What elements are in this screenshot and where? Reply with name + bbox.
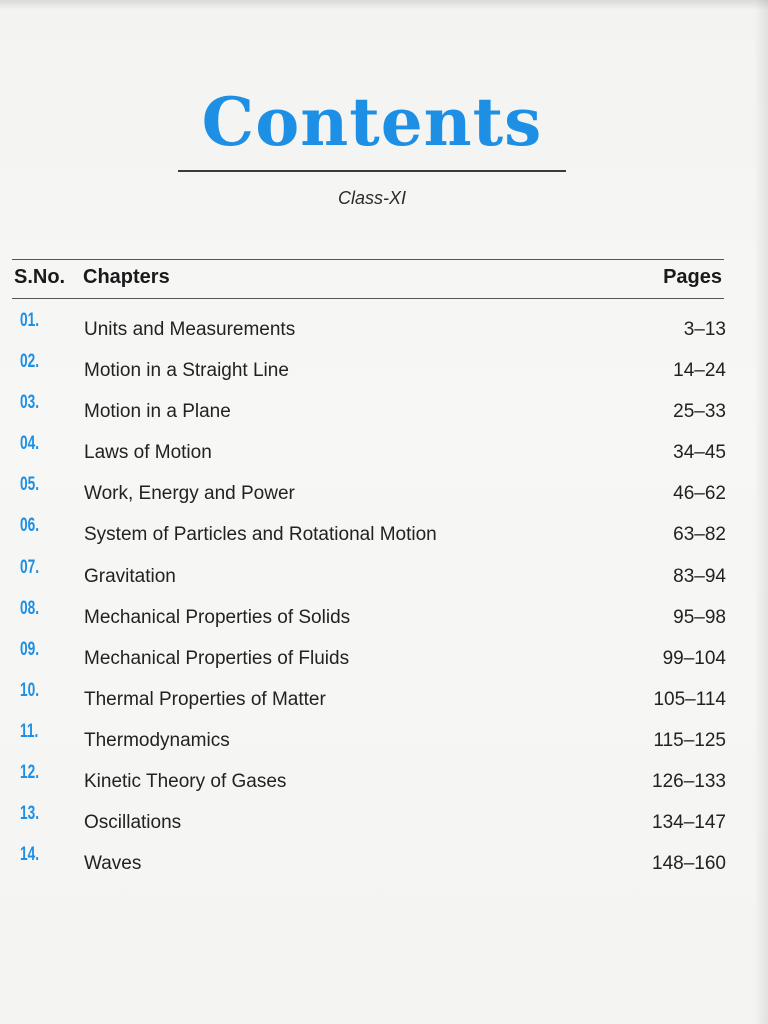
chapter-pages: 83–94 — [673, 565, 726, 587]
chapter-number: 05. — [20, 474, 40, 496]
chapter-pages: 148–160 — [652, 853, 726, 875]
chapter-number: 04. — [20, 433, 40, 455]
page-title: Contents — [201, 83, 543, 161]
chapter-number: 03. — [20, 392, 40, 414]
chapter-pages: 34–45 — [673, 442, 726, 464]
chapter-number: 09. — [20, 638, 40, 660]
chapter-number: 01. — [20, 310, 40, 331]
page-subtitle: Class-XI — [337, 188, 406, 208]
chapter-number: 11. — [20, 720, 39, 742]
toc-row — [0, 843, 768, 884]
chapter-pages: 105–114 — [653, 688, 726, 710]
toc-row — [0, 720, 768, 761]
toc-row — [0, 761, 768, 802]
chapter-number: 14. — [20, 844, 40, 866]
chapter-title: Gravitation — [84, 565, 176, 587]
toc-row — [0, 597, 768, 638]
chapter-title: Kinetic Theory of Gases — [84, 771, 287, 793]
table-of-contents — [0, 309, 768, 884]
toc-row — [0, 473, 768, 514]
chapter-pages: 63–82 — [673, 524, 726, 546]
chapter-title: Mechanical Properties of Solids — [84, 606, 351, 628]
chapter-number: 13. — [20, 803, 40, 825]
chapter-title: Laws of Motion — [84, 442, 212, 464]
title-underline — [178, 170, 566, 172]
chapter-number: 12. — [20, 762, 40, 784]
chapter-pages: 3–13 — [683, 319, 726, 340]
chapter-title: Work, Energy and Power — [84, 483, 295, 505]
chapter-title: Waves — [84, 853, 142, 875]
chapter-title: Units and Measurements — [84, 319, 296, 340]
chapter-pages: 99–104 — [662, 647, 726, 669]
chapter-pages: 46–62 — [673, 483, 726, 505]
toc-row — [0, 679, 768, 720]
toc-row — [0, 309, 768, 350]
chapter-number: 08. — [20, 597, 40, 619]
chapter-title: Thermal Properties of Matter — [84, 688, 326, 710]
toc-row — [0, 432, 768, 473]
chapter-title: Mechanical Properties of Fluids — [84, 647, 350, 669]
header-bottom-rule — [12, 298, 724, 299]
chapter-pages: 25–33 — [673, 401, 726, 423]
column-header-sno: S.No. — [14, 266, 66, 288]
chapter-number: 06. — [20, 515, 40, 537]
page-shadow-top — [0, 0, 768, 10]
chapter-title: Motion in a Straight Line — [84, 360, 289, 382]
toc-row — [0, 391, 768, 432]
chapter-number: 02. — [20, 351, 40, 373]
toc-row — [0, 556, 768, 597]
column-header-chapters: Chapters — [83, 266, 170, 288]
toc-row — [0, 350, 768, 391]
chapter-number: 07. — [20, 556, 40, 578]
chapter-title: Oscillations — [84, 812, 182, 834]
header-top-rule — [12, 259, 724, 260]
chapter-number: 10. — [20, 679, 40, 701]
chapter-title: Thermodynamics — [84, 729, 230, 751]
chapter-title: Motion in a Plane — [84, 401, 231, 423]
chapter-pages: 95–98 — [673, 606, 726, 628]
chapter-title: System of Particles and Rotational Motion — [84, 524, 437, 546]
toc-row — [0, 802, 768, 843]
chapter-pages: 134–147 — [652, 812, 726, 834]
toc-row — [0, 514, 768, 555]
chapter-pages: 14–24 — [673, 360, 726, 382]
toc-row — [0, 638, 768, 679]
column-header-pages: Pages — [663, 266, 722, 288]
chapter-pages: 115–125 — [653, 729, 726, 751]
chapter-pages: 126–133 — [652, 771, 726, 793]
